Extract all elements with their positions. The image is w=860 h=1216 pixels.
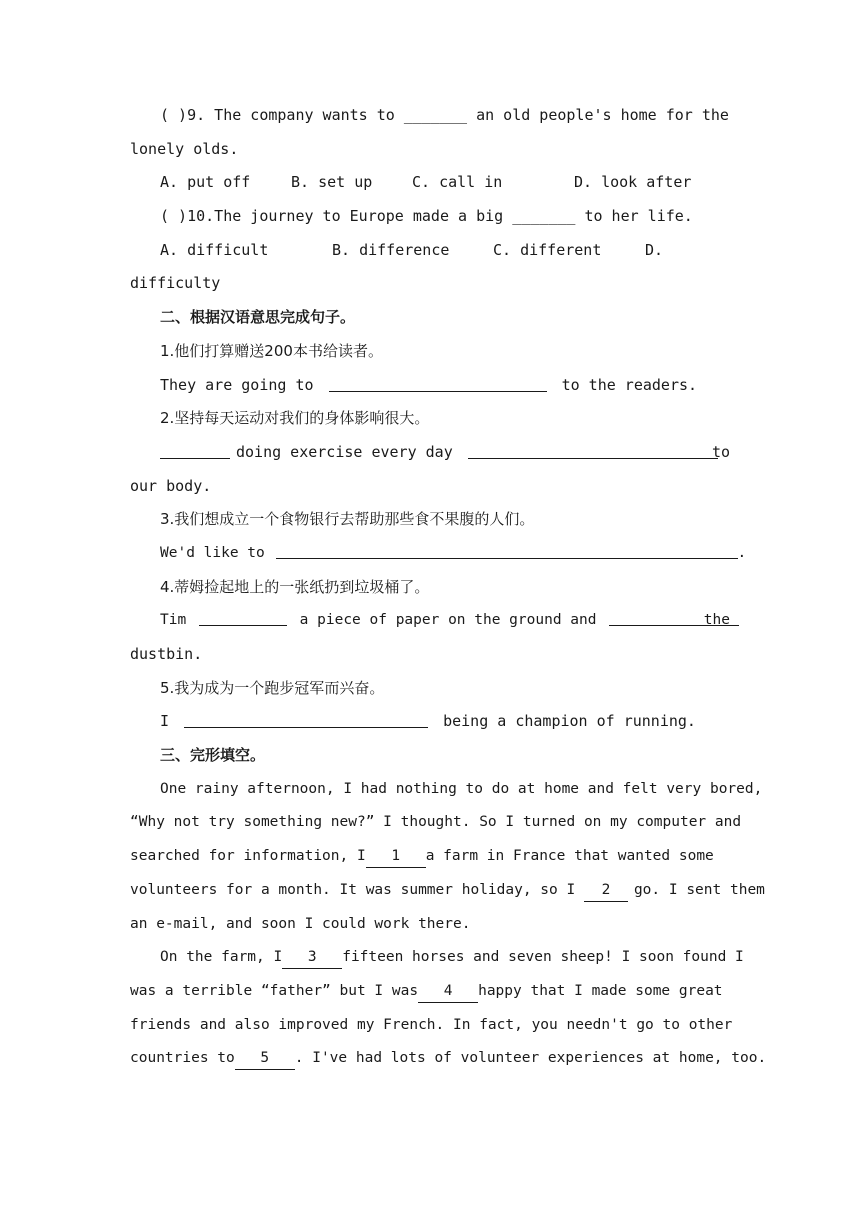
question-10-text-after: to her life. (584, 207, 693, 226)
sentence-text: to the readers. (561, 375, 698, 394)
answer-blank (199, 607, 287, 626)
passage-text: On the farm, I (160, 949, 283, 966)
sentence-5-chinese: 5.我为成为一个跑步冠军而兴奋。 (160, 678, 385, 697)
passage-line: “Why not try something new?” I thought. So I turned on my computer and (130, 814, 742, 831)
passage-text: countries to (130, 1050, 235, 1067)
option-a: A. put off (160, 173, 251, 192)
question-10-text: 10.The journey to Europe made a big (187, 207, 504, 226)
sentence-4-english (130, 604, 730, 638)
option-b: B. difference (332, 240, 450, 259)
cloze-blank-1: 1 (366, 849, 426, 868)
sentence-3-chinese: 3.我们想成立一个食物银行去帮助那些食不果腹的人们。 (160, 510, 535, 529)
section-3-heading: 三、完形填空。 (160, 746, 266, 765)
question-9-text-after: an old people's home for the (476, 106, 729, 124)
sentence-text: the (703, 612, 730, 629)
answer-paren: ( ) (160, 207, 188, 226)
question-10-option-wrap (130, 267, 730, 301)
option-c: C. call in (412, 173, 503, 192)
passage-text: volunteers for a month. It was summer holiday, so I (130, 881, 576, 898)
sentence-4-chinese: 4.蒂姆捡起地上的一张纸扔到垃圾桶了。 (160, 577, 430, 596)
sentence-1-english (130, 369, 730, 403)
passage-line: One rainy afternoon, I had nothing to do at home and felt very bored, (160, 780, 763, 797)
sentence-text: our body. (130, 476, 212, 495)
sentence-text: I (160, 712, 170, 731)
question-9-line-2 (130, 133, 730, 167)
sentence-text: They are going to (160, 375, 314, 394)
cloze-blank-5: 5 (235, 1051, 295, 1070)
cloze-blank-3: 3 (282, 950, 342, 969)
passage-text: fifteen horses and seven sheep! I soon found I (342, 949, 744, 966)
question-9-line-1 (130, 99, 730, 133)
answer-paren: ( ) (160, 106, 188, 124)
sentence-4-wrap (130, 638, 730, 672)
question-10-line-1 (130, 200, 730, 234)
sentence-text: being a champion of running. (443, 712, 696, 731)
sentence-text: . (737, 544, 747, 561)
option-d: D. (645, 240, 664, 259)
sentence-1-chinese: 1.他们打算赠送200本书给读者。 (160, 341, 383, 360)
answer-blank (276, 540, 738, 559)
passage-line (130, 941, 744, 975)
passage-line (130, 840, 730, 874)
passage-text: was a terrible “father” but I was (130, 982, 419, 999)
option-b: B. set up (291, 173, 373, 192)
passage-text: happy that I made some great (478, 982, 723, 999)
sentence-2-wrap (130, 470, 730, 504)
sentence-2-chinese: 2.坚持每天运动对我们的身体影响很大。 (160, 409, 430, 428)
sentence-text: Tim (160, 612, 187, 629)
cloze-blank-2: 2 (584, 883, 628, 902)
question-9-text-wrap: lonely olds. (130, 139, 239, 158)
passage-text: go. I sent them (633, 881, 765, 898)
question-10-blank: _______ (512, 207, 576, 226)
sentence-text: doing exercise every day (236, 442, 453, 461)
sentence-text: a piece of paper on the ground and (299, 612, 597, 629)
passage-line (130, 1042, 767, 1076)
answer-blank (468, 440, 718, 459)
passage-text: a farm in France that wanted some (425, 848, 714, 865)
question-10-options (130, 234, 730, 268)
passage-line (130, 874, 765, 908)
sentence-text: dustbin. (130, 645, 203, 663)
question-9-options (130, 166, 730, 200)
answer-blank (329, 373, 547, 392)
sentence-text: We'd like to (160, 544, 265, 561)
answer-blank (184, 709, 428, 728)
passage-text: . I've had lots of volunteer experiences at home, too. (294, 1050, 767, 1067)
answer-blank (160, 440, 230, 459)
sentence-3-english (130, 537, 747, 571)
sentence-text: to (711, 442, 730, 461)
option-a: A. difficult (160, 240, 269, 259)
section-2-heading: 二、根据汉语意思完成句子。 (160, 308, 356, 327)
option-c: C. different (493, 240, 602, 259)
cloze-blank-4: 4 (418, 984, 478, 1003)
passage-text: searched for information, I (130, 848, 366, 865)
option-d-text: difficulty (130, 274, 221, 293)
option-d: D. look after (574, 173, 692, 192)
sentence-2-english (130, 436, 730, 470)
worksheet-page (130, 99, 767, 1076)
sentence-5-english (130, 705, 730, 739)
question-9-blank: _______ (403, 106, 468, 124)
passage-line: friends and also improved my French. In fact, you needn't go to other (130, 1016, 733, 1033)
passage-line: an e-mail, and soon I could work there. (130, 915, 471, 932)
question-9-text: 9. The company wants to (187, 106, 395, 124)
passage-line (130, 975, 730, 1009)
